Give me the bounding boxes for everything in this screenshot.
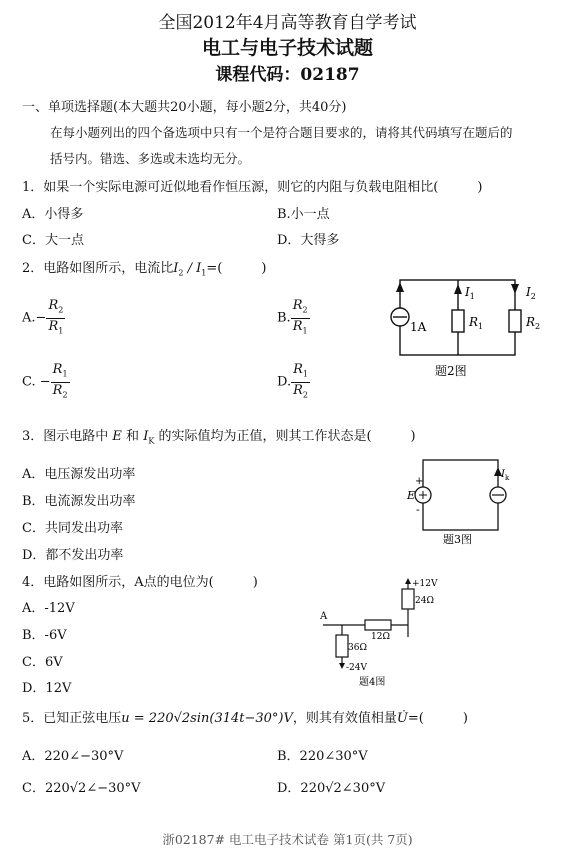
q4-option-c: C．6V bbox=[22, 655, 63, 670]
q3-e-label: E bbox=[407, 489, 416, 502]
q2-stem-post: =( ) bbox=[206, 261, 267, 276]
q4-option-d: D．12V bbox=[22, 681, 72, 696]
q4-vneg-label: -24V bbox=[346, 663, 367, 673]
q1-option-a: A．小得多 bbox=[22, 207, 84, 222]
q3-plus-sign: + bbox=[415, 476, 424, 487]
q2-option-b: B. $\frac{R_2}{R_1}$ bbox=[277, 298, 308, 336]
q4-vpos-label: +12V bbox=[412, 579, 438, 589]
q4-r12-label: 12Ω bbox=[371, 632, 390, 642]
q5-expression: u = 220√2sin(314t−30°)V bbox=[121, 711, 293, 726]
q5-option-b: B．220∠30°V bbox=[277, 749, 368, 764]
q2-option-a: A.− $\frac{R_2}{R_1}$ bbox=[22, 298, 64, 336]
q3-option-a: A．电压源发出功率 bbox=[22, 467, 136, 482]
q2-ratio: $I_2 / I_1$ bbox=[173, 261, 207, 278]
question-5-stem: 5．已知正弦电压u = 220√2sin(314t−30°)V，则其有效值相量U̇=( ) bbox=[22, 711, 468, 726]
q5-option-c: C．220√2∠−30°V bbox=[22, 781, 141, 796]
q3-option-d: D．都不发出功率 bbox=[22, 548, 124, 563]
q2-r2-label: $R_2$ bbox=[526, 315, 541, 331]
q4-circuit-diagram bbox=[315, 575, 455, 690]
subject-title: 电工与电子技术试题 bbox=[201, 37, 373, 59]
q2-option-d: D. $\frac{R_1}{R_2}$ bbox=[277, 362, 308, 400]
section-instruction: 在每小题列出的四个备选项中只有一个是符合题目要求的，请将其代码填写在题后的 bbox=[50, 125, 513, 140]
course-code: 课程代码：02187 bbox=[215, 65, 360, 85]
q3-circuit-diagram bbox=[405, 455, 510, 550]
q2-i2-label: $I_2$ bbox=[526, 285, 536, 301]
q3-fig-caption: 题3图 bbox=[443, 533, 472, 546]
q4-node-a-label: A bbox=[320, 611, 328, 622]
q2-circuit-diagram bbox=[385, 270, 550, 385]
q2-stem-pre: 2．电路如图所示，电流比 bbox=[22, 261, 174, 276]
q4-r24-label: 24Ω bbox=[415, 596, 434, 606]
q2-fig-caption: 题2图 bbox=[435, 364, 467, 378]
q2-i1-label: $I_1$ bbox=[465, 285, 475, 301]
question-2-stem bbox=[22, 257, 266, 278]
q3-option-b: B．电流源发出功率 bbox=[22, 494, 136, 509]
q3-minus-sign: - bbox=[416, 503, 420, 516]
q1-option-c: C．大一点 bbox=[22, 233, 84, 248]
q2-option-c: C. − $\frac{R_1}{R_2}$ bbox=[22, 362, 68, 400]
q3-option-c: C．共同发出功率 bbox=[22, 521, 123, 536]
q4-option-a: A．-12V bbox=[22, 601, 75, 616]
section-instruction: 括号内。错选、多选或未选均无分。 bbox=[50, 151, 251, 166]
q5-option-d: D．220√2∠30°V bbox=[277, 781, 386, 796]
q4-fig-caption: 题4图 bbox=[359, 677, 386, 688]
page-footer: 浙02187# 电工电子技术试卷 第1页(共 7页) bbox=[162, 832, 413, 847]
exam-line: 全国2012年4月高等教育自学考试 bbox=[158, 13, 417, 33]
question-4-stem: 4．电路如图所示，A点的电位为( ) bbox=[22, 575, 258, 590]
q1-option-b: B.小一点 bbox=[277, 207, 330, 222]
section-title: 一、单项选择题(本大题共20小题，每小题2分，共40分) bbox=[22, 100, 347, 115]
q2-r1-label: $R_1$ bbox=[469, 315, 484, 331]
q1-option-d: D．大得多 bbox=[277, 233, 340, 248]
q4-option-b: B．-6V bbox=[22, 628, 67, 643]
q5-option-a: A．220∠−30°V bbox=[22, 749, 124, 764]
question-3-stem: 3．图示电路中 E 和 $I_K$ 的实际值均为正值，则其工作状态是( ) bbox=[22, 429, 416, 446]
q4-r36-label: 36Ω bbox=[348, 643, 367, 653]
q2-source-label: 1A bbox=[410, 320, 427, 334]
question-1-stem: 1．如果一个实际电源可近似地看作恒压源，则它的内阻与负载电阻相比( ) bbox=[22, 180, 483, 195]
q3-ik-label: $I_k$ bbox=[501, 469, 510, 482]
